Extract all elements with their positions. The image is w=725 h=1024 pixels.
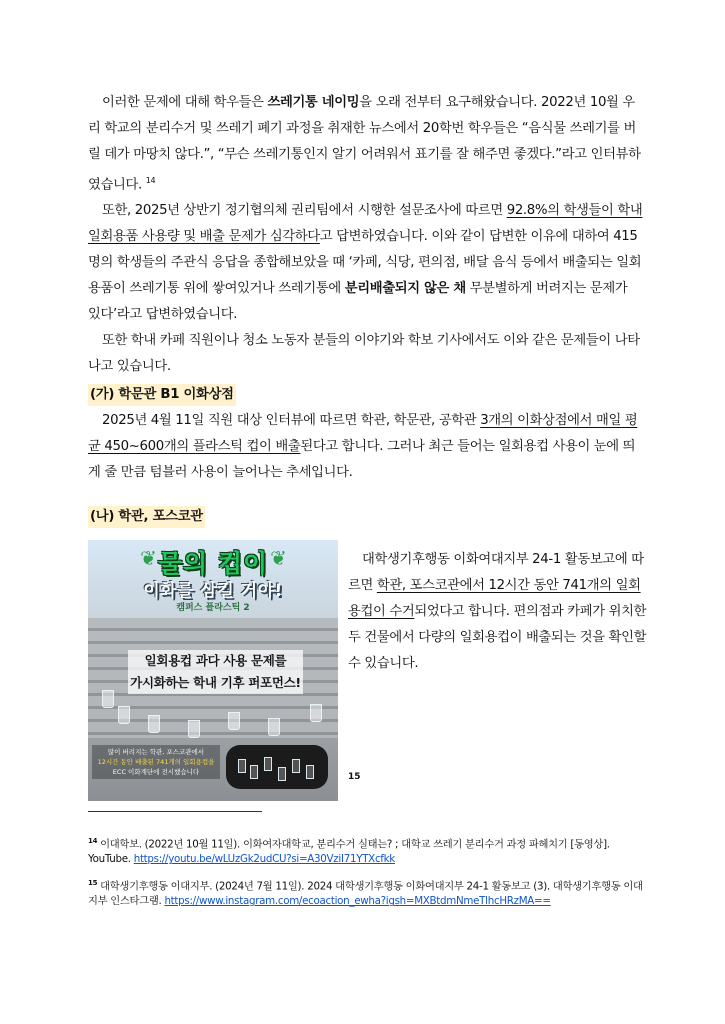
- text-run: 고 답변하였습니다. 이와 같이 답변한 이유에 대하여 415명의 학생들의 주관식 응답을 종합해보았을 때 ‘카페, 식당, 편의점, 배달 음식 등에서 배출되는 일회용품이 쓰레기통 위에 쌓여있거나 쓰레기통에: [88, 229, 642, 297]
- body-section-a: [88, 408, 643, 486]
- youtube-link[interactable]: https://youtu.be/wLUzGk2udCU?si=A30VziI71YTXcfkk: [133, 853, 395, 866]
- cup-shape: [268, 718, 280, 736]
- paragraph-ewha-store: [88, 408, 643, 486]
- bold-text: 분리배출되지 않은 채: [344, 281, 466, 297]
- body-section-intro: [88, 90, 643, 380]
- footnote-divider: [88, 811, 262, 812]
- slogan-line: 일회용컵 과다 사용 문제를: [144, 653, 287, 668]
- cups-display-photo: [226, 745, 328, 789]
- text-run: 된다고 합니다. 그러나 최근 들어는 일회용컵 사용이 눈에 띄게 줄 만큼 텀블러 사용이 늘어나는 추세입니다.: [88, 439, 636, 480]
- poster-caption: [92, 745, 220, 779]
- text-run: 을 오래 전부터 요구해왔습니다. 2022년 10월 우리 학교의 분리수거 및 쓰레기 폐기 과정을 취재한 뉴스에서 20학번 학우들은 “음식물 쓰레기를 버릴 데가 마땅치 않다.”, “무슨 쓰레기통인지 알기 어려워서 표기를 잘 해주면 좋겠다.”라고 인터뷰하였습니다.: [88, 95, 641, 193]
- text-run: 이러한 문제에 대해 학우들은: [102, 95, 268, 110]
- cup-shape: [148, 715, 160, 733]
- footnote-15: [88, 876, 648, 909]
- footnote-text: 대학생기후행동 이대지부. (2024년 7월 11일). 2024 대학생기후행동 이화여대지부 24-1 활동보고 (3). 대학생기후행동 이대지부 인스타그램.: [88, 880, 643, 908]
- cup-shape: [188, 720, 200, 738]
- paragraph-cup-collection: [348, 547, 648, 677]
- footnote-14: [88, 834, 648, 867]
- section-heading-a: (가) 학문관 B1 이화상점: [88, 384, 236, 406]
- poster-slogan: [128, 650, 303, 694]
- body-section-b: [348, 547, 648, 677]
- cup-shape: [118, 706, 130, 724]
- footnote-ref-14[interactable]: 14: [145, 176, 156, 185]
- underlined-text: 3개의 이화상점에서 매일 평균 450~600개의 플라스틱 컵이 배출: [88, 413, 638, 454]
- caption-line: ECC 이화계단에 전시했습니다: [112, 768, 200, 776]
- poster-tag: 캠퍼스 플라스틱 2: [176, 603, 250, 613]
- text-run: 2025년 4월 11일 직원 대상 인터뷰에 따르면 학관, 학문관, 공학관: [102, 413, 481, 428]
- paragraph-survey: [88, 198, 643, 328]
- footnote-ref-15[interactable]: 15: [348, 772, 361, 782]
- section-heading-b: (나) 학관, 포스코관: [88, 506, 205, 528]
- text-run: 대학생기후행동 이화여대지부 24-1 활동보고에 따르면: [348, 552, 644, 593]
- cup-shape: [102, 690, 114, 708]
- cup-shape: [228, 712, 240, 730]
- underlined-text: 92.8%의 학생들이 학내 일회용품 사용량 및 배출 문제가 심각하다: [88, 203, 643, 245]
- footnote-number: 15: [88, 879, 98, 887]
- caption-line: 12시간 동안 배출된 741개의 일회용컵을: [97, 758, 215, 766]
- caption-line: 많이 버려지는 학관, 포스코관에서: [107, 748, 205, 756]
- poster-title: 물의 컵이: [157, 549, 269, 578]
- footnote-number: 14: [88, 837, 98, 845]
- text-run: 또한, 2025년 상반기 정기협의체 권리팀에서 시행한 설문조사에 따르면: [102, 203, 507, 219]
- bold-text: 쓰레기통 네이밍: [267, 95, 360, 110]
- cup-shape: [310, 704, 322, 722]
- footnote-text: 이대학보. (2022년 10월 11일). 이화여자대학교, 분리수거 실태는? ; 대학교 쓰레기 분리수거 과정 파헤치기 [동영상]. YouTube.: [88, 838, 610, 866]
- campaign-poster-image: [88, 540, 338, 801]
- paragraph-staff-reports: 또한 학내 카페 직원이나 청소 노동자 분들의 이야기와 학보 기사에서도 이와 같은 문제들이 나타나고 있습니다.: [88, 333, 640, 375]
- leaf-icon: ❦: [270, 546, 287, 570]
- paragraph-naming-request: [88, 90, 643, 198]
- text-run: 되었다고 합니다. 편의점과 카페가 위치한 두 건물에서 다량의 일회용컵이 배출되는 것을 확인할 수 있습니다.: [348, 604, 647, 671]
- underlined-text: 학관, 포스코관에서 12시간 동안 741개의 일회용컵이 수거: [348, 578, 641, 619]
- instagram-link[interactable]: https://www.instagram.com/ecoaction_ewha?igsh=MXBtdmNmeTlhcHRzMA==: [164, 895, 551, 908]
- leaf-icon: ❦: [140, 546, 157, 570]
- slogan-line: 가시화하는 학내 기후 퍼포먼스!: [130, 675, 301, 690]
- text-run: 무분별하게 버려지는 문제가 있다’라고 답변하였습니다.: [88, 281, 628, 323]
- poster-subtitle: 이화를 삼킬 거야!: [143, 581, 283, 601]
